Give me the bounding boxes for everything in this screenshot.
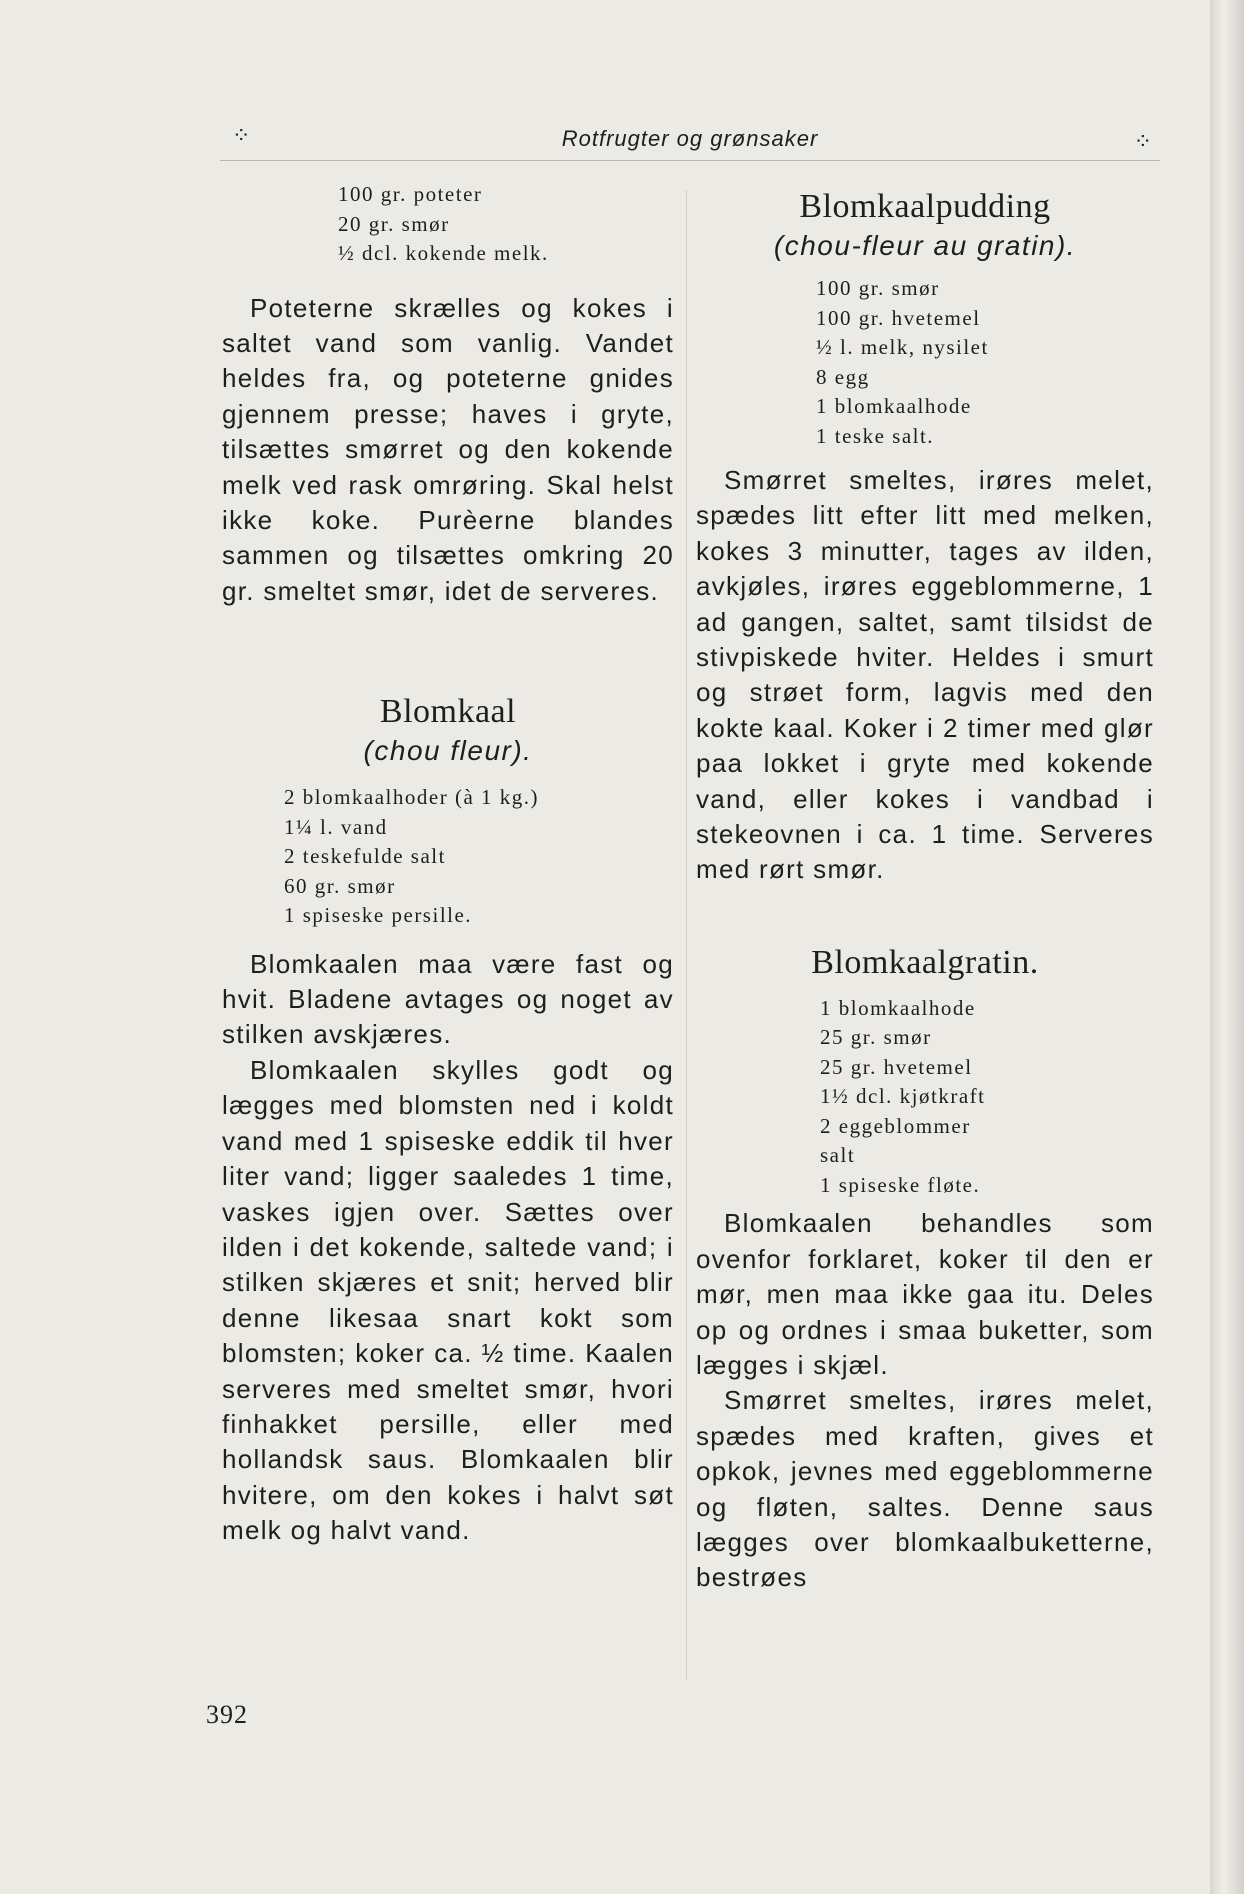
ingredient: salt <box>820 1143 856 1168</box>
paragraph: Smørret smeltes, irøres melet, spædes litt efter litt med melken, kokes 3 minutter, tages av ilden, avkjøles, irøres eggeblommerne, 1 ad gangen, saltet, samt tilsidst de stivpiskede hviter. Heldes i smurt og strøet form, lagvis med den kokte kaal. Koker i 2 timer med glør paa lokket i gryte med kokende vand, eller kokes i vandbad i stekeovnen i ca. 1 time. Serveres med rørt smør. <box>696 465 1154 885</box>
ingredient: 100 gr. hvetemel <box>816 305 981 330</box>
ingredient: 25 gr. hvetemel <box>820 1054 973 1079</box>
ingredient: 20 gr. smør <box>338 211 450 236</box>
ingredient: 1 spiseske persille. <box>284 903 473 928</box>
running-title: Rotfrugter og grønsaker <box>561 126 819 151</box>
ingredient: 1 blomkaalhode <box>816 394 972 418</box>
recipe-text <box>696 1206 1154 1595</box>
running-header <box>220 120 1160 161</box>
ingredient-list <box>284 783 674 931</box>
ingredient: 100 gr. smør <box>816 276 940 300</box>
ingredient: 1 spiseske fløte. <box>820 1172 981 1197</box>
ingredient: 2 blomkaalhoder (à 1 kg.) <box>284 785 540 810</box>
paragraph: Poteterne skrælles og kokes i saltet vand som vanlig. Vandet heldes fra, og poteterne gnides gjennem presse; haves i gryte, tilsættes smørret og den kokende melk ved rask omrøring. Skal helst ikke koke. Purèerne blandes sammen og tilsættes omkring 20 gr. smeltet smør, idet de serveres. <box>222 292 674 606</box>
ingredient: 1 blomkaalhode <box>820 995 976 1020</box>
intro-ingredient-list <box>338 180 674 269</box>
paragraph: Blomkaalen behandles som ovenfor forklaret, koker til den er mør, men maa ikke gaa itu. Deles op og ordnes i smaa buketter, som lægges i skjæl. <box>696 1208 1154 1380</box>
ingredient: 8 egg <box>816 364 870 389</box>
ingredient: 2 teskefulde salt <box>284 844 446 869</box>
right-column <box>696 180 1154 1596</box>
recipe-subtitle: (chou fleur). <box>363 735 533 767</box>
ingredient: ½ l. melk, nysilet <box>816 335 989 359</box>
intro-text <box>222 291 674 610</box>
recipe-text <box>222 947 674 1549</box>
ingredient: 60 gr. smør <box>284 873 396 898</box>
ingredient: 1½ dcl. kjøtkraft <box>820 1084 986 1109</box>
ingredient: 1 teske salt. <box>816 423 935 448</box>
book-edge <box>1210 0 1244 1894</box>
ingredient: ½ dcl. kokende melk. <box>338 241 549 265</box>
ingredient: 2 eggeblommer <box>820 1113 971 1138</box>
ingredient-list <box>820 994 1154 1201</box>
page-number: 392 <box>206 1700 248 1729</box>
ingredient: 25 gr. smør <box>820 1025 932 1050</box>
ingredient-list <box>816 274 1154 451</box>
paragraph: Blomkaalen skylles godt og lægges med blomsten ned i koldt vand med 1 spiseske eddik til hver liter vand; ligger saaledes 1 time, vaskes igjen over. Sættes over ilden i det kokende, saltede vand; i stilken skjæres et snit; herved blir denne likesaa snart kokt som blomsten; koker ca. ½ time. Kaalen serveres med smeltet smør, hvori finhakket persille, eller med hollandsk saus. Blomkaalen blir hvitere, om den kokes i halvt søt melk og halvt vand. <box>222 1054 674 1546</box>
ornament-left-icon: ⁘ <box>232 124 251 149</box>
ingredient: 1¼ l. vand <box>284 814 388 839</box>
recipe-subtitle: (chou-fleur au gratin). <box>773 230 1077 261</box>
recipe-title: Blomkaal <box>379 693 517 731</box>
left-column <box>222 180 674 1549</box>
recipe-text <box>696 463 1154 888</box>
ingredient: 100 gr. poteter <box>338 182 483 206</box>
recipe-title: Blomkaalgratin. <box>811 943 1039 981</box>
recipe-title: Blomkaalpudding <box>799 188 1051 225</box>
ornament-right-icon: ⁘ <box>1133 130 1152 155</box>
paragraph: Blomkaalen maa være fast og hvit. Bladene avtages og noget av stilken avskjæres. <box>222 948 674 1050</box>
column-divider <box>686 190 687 1680</box>
paragraph: Smørret smeltes, irøres melet, spædes med kraften, gives et opkok, jevnes med eggeblommerne og fløten, saltes. Denne saus lægges over blomkaalbuketterne, bestrøes <box>696 1385 1154 1593</box>
